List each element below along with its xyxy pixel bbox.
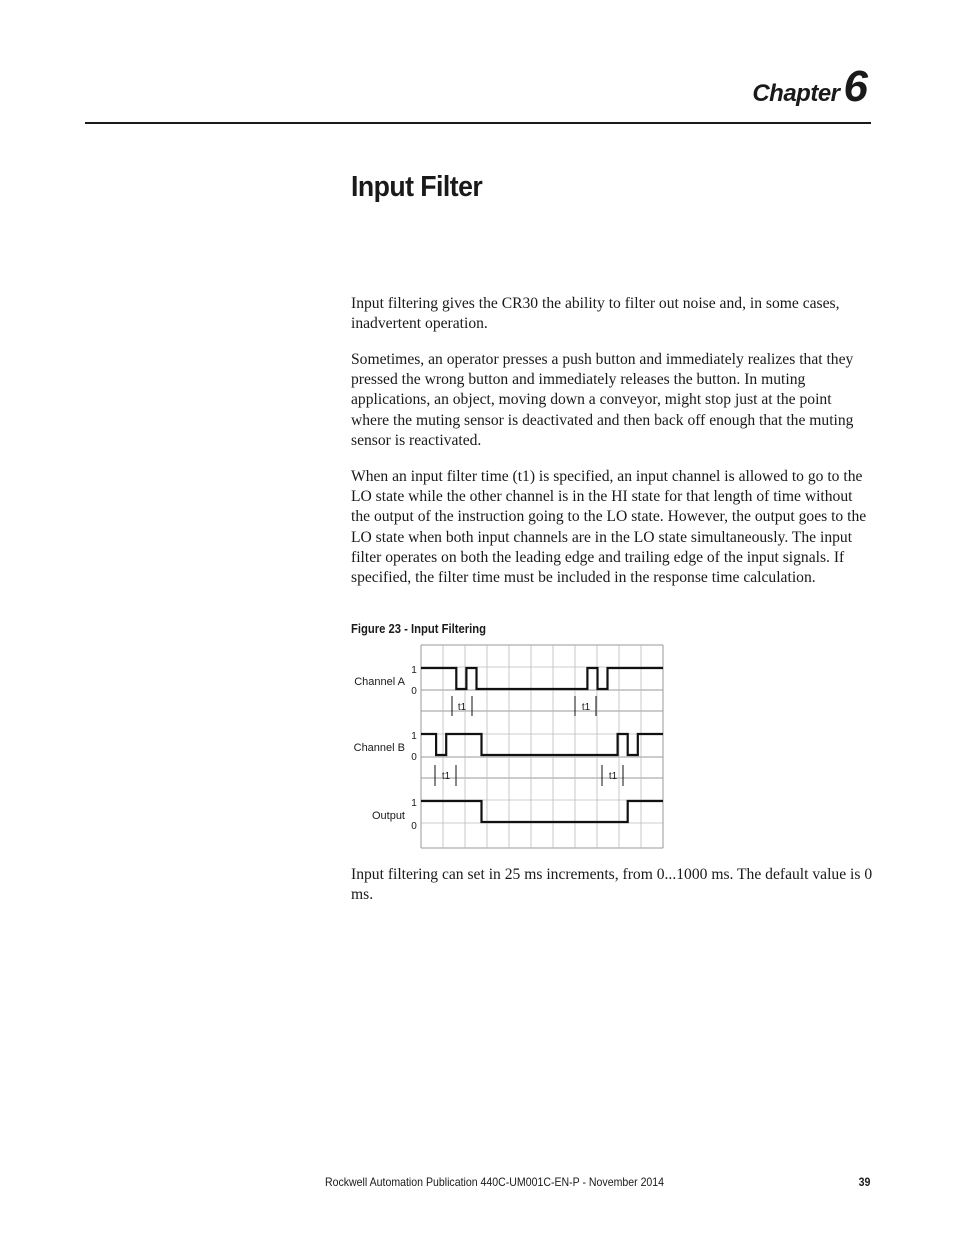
figure-caption: Figure 23 - Input Filtering	[351, 622, 486, 636]
output-waveform	[421, 801, 663, 822]
paragraph-intro: Input filtering gives the CR30 the ability to filter out noise and, in some cases, inadvertent operation.	[351, 295, 840, 333]
channel-a-low-tick: 0	[411, 686, 417, 697]
paragraph-muting: Sometimes, an operator presses a push button and immediately realizes that they pressed the wrong button and immediately releases the button. In muting applications, an object, moving down a conveyor, might stop just at the point where the muting sensor is deactivated and then back off enough that the muting sensor is reactivated.	[351, 351, 854, 449]
page-number: 39	[858, 1175, 870, 1189]
t1-label: t1	[581, 702, 591, 713]
t1-label: t1	[608, 771, 618, 782]
t1-label: t1	[441, 771, 451, 782]
output-label: Output	[371, 810, 405, 822]
channel-a-waveform	[421, 668, 663, 689]
paragraph-increments: Input filtering can set in 25 ms increments, from 0...1000 ms. The default value is 0 ms.	[351, 866, 873, 904]
page-title: Input Filter	[351, 171, 483, 203]
chapter-heading	[752, 62, 868, 112]
channel-b-high-tick: 1	[411, 731, 417, 742]
t1-label: t1	[457, 702, 467, 713]
chapter-number: 6	[843, 62, 868, 111]
channel-a-label: Channel A	[354, 676, 405, 688]
channel-b-t1-markers	[435, 765, 623, 786]
channel-b-label: Channel B	[353, 742, 405, 754]
footer-publication: Rockwell Automation Publication 440C-UM001C-EN-P - November 2014	[325, 1175, 665, 1189]
input-filtering-timing-diagram	[340, 640, 670, 852]
chapter-label: Chapter	[752, 80, 840, 107]
header-rule	[85, 122, 871, 124]
paragraph-filter-time: When an input filter time (t1) is specified, an input channel is allowed to go to the LO state while the other channel is in the HI state for that length of time without the output of the instruction going to the LO state. However, the output goes to the LO state when both input channels are in the LO state simultaneously. The input filter operates on both the leading edge and trailing edge of the input signals. If specified, the filter time must be included in the response time calculation.	[351, 468, 867, 587]
channel-a-t1-markers	[452, 696, 596, 716]
channel-a-high-tick: 1	[411, 665, 417, 676]
channel-b-low-tick: 0	[411, 752, 417, 763]
output-high-tick: 1	[411, 798, 417, 809]
channel-b-waveform	[421, 734, 663, 755]
output-low-tick: 0	[411, 821, 417, 832]
